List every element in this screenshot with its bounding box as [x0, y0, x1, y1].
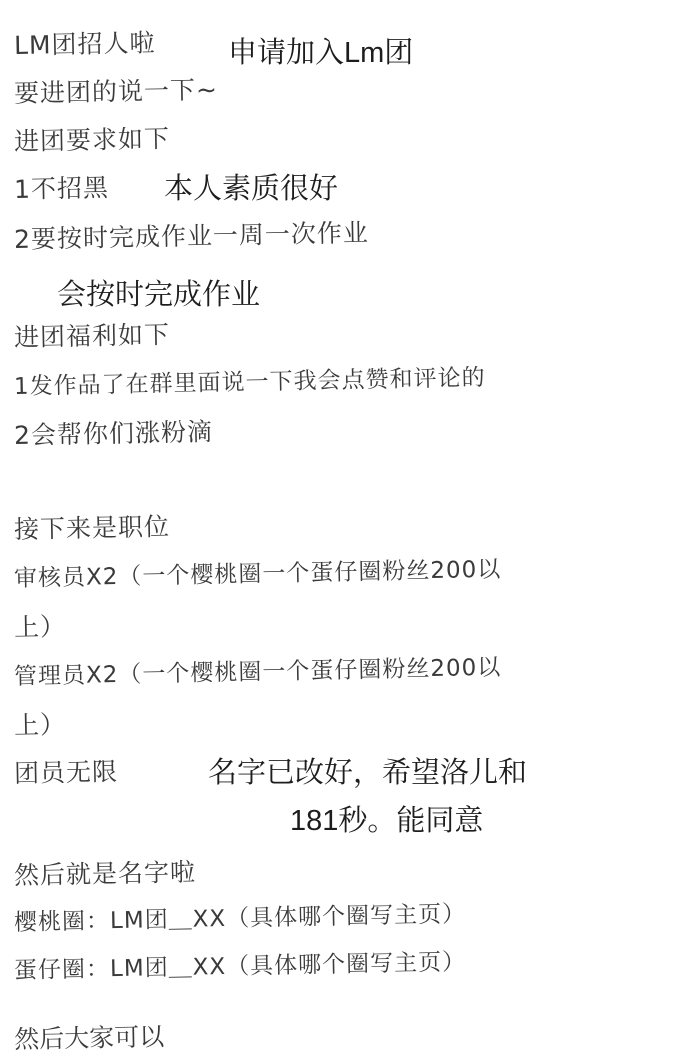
typed-comment: 申请加入Lm团	[228, 37, 414, 69]
handwritten-line: 樱桃圈：LM团＿XX（具体哪个圈写主页）	[13, 901, 467, 936]
handwritten-line: 要进团的说一下~	[13, 75, 219, 108]
handwritten-line: 蛋仔圈：LM团＿XX（具体哪个圈写主页）	[13, 949, 467, 984]
handwritten-line: 1发作品了在群里面说一下我会点赞和评论的	[13, 364, 486, 400]
handwritten-line: 2要按时完成作业一周一次作业	[13, 218, 370, 254]
typed-comment: 本人素质很好	[164, 173, 339, 205]
cut-off-bottom-line: 然后大家可以	[13, 1022, 165, 1054]
handwritten-line: 然后就是名字啦	[13, 857, 197, 890]
handwritten-line: LM团招人啦	[13, 28, 156, 60]
handwritten-line: 上）	[13, 710, 67, 740]
typed-comment: 181秒。能同意	[290, 805, 484, 837]
handwritten-line: 进团福利如下	[13, 320, 171, 352]
handwritten-line: 团员无限	[13, 757, 119, 788]
typed-comment: 名字已改好，希望洛儿和	[208, 757, 528, 789]
handwritten-line: 1不招黑	[13, 173, 110, 204]
handwritten-line: 进团要求如下	[13, 124, 171, 156]
handwritten-line: 上）	[13, 612, 67, 642]
typed-comment: 会按时完成作业	[57, 279, 261, 311]
handwritten-line: 审核员X2（一个樱桃圈一个蛋仔圈粉丝200以	[13, 556, 502, 592]
handwritten-line: 接下来是职位	[13, 512, 171, 544]
handwritten-line: 2会帮你们涨粉滴	[13, 417, 214, 450]
handwritten-line: 管理员X2（一个樱桃圈一个蛋仔圈粉丝200以	[13, 654, 502, 690]
